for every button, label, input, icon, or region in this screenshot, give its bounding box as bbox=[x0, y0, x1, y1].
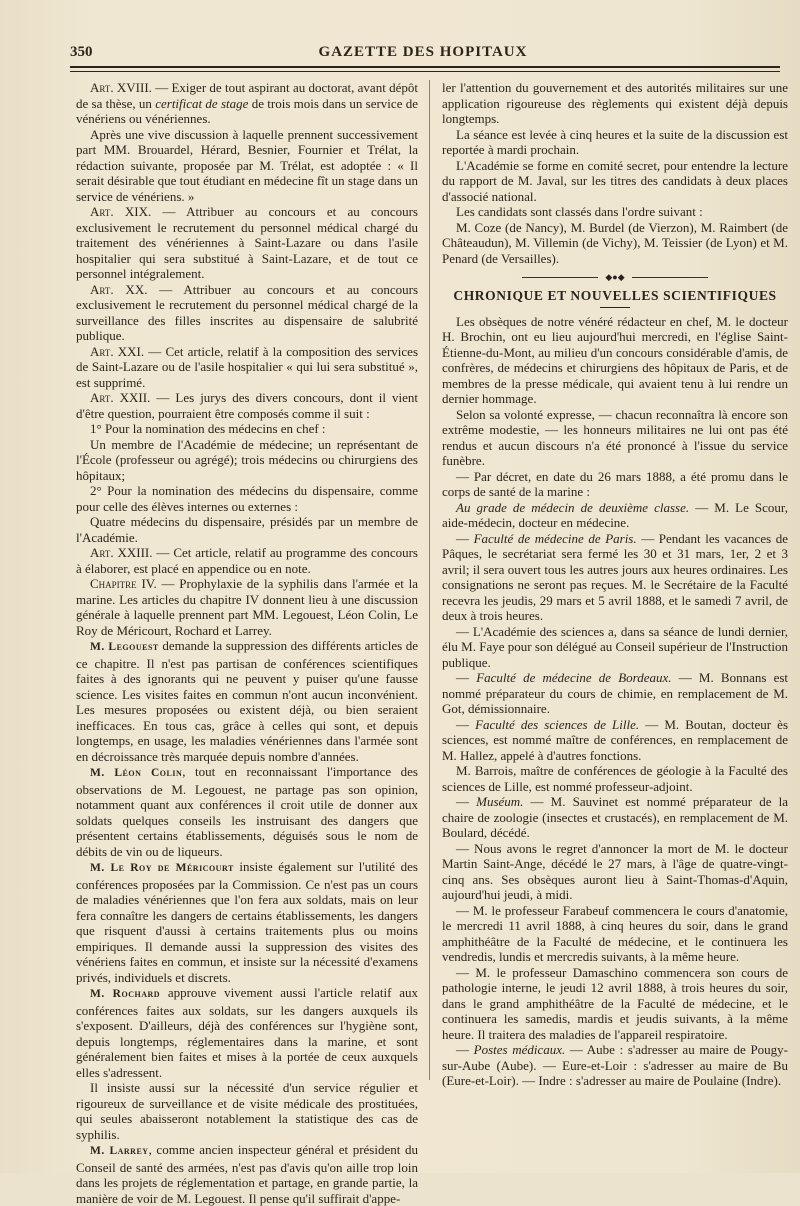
paragraph: L'Académie se forme en comité secret, pour entendre la lecture du rapport de M. Javal, sur les titres des candidats à deux places d'associé national. bbox=[442, 157, 788, 204]
news-item: — M. le professeur Damaschino commencera son cours de pathologie interne, le jeudi 12 avril 1888, à trois heures du soir, dans le grand amphithéâtre de la Faculté de médecine, et le continuera les samedis, mardis et jeudis suivants, à la même heure. Il traitera des maladies de l'appareil respiratoire. bbox=[442, 964, 788, 1042]
article-xviii: Art. XVIII. — Exiger de tout aspirant au doctorat, avant dépôt de sa thèse, un certificat de stage de trois mois dans un service de vénériens ou vénériennes. bbox=[76, 80, 419, 126]
paragraph: Les candidats sont classés dans l'ordre suivant : bbox=[456, 204, 703, 219]
paragraph: Les obsèques de notre vénéré rédacteur en chef, M. le docteur H. Brochin, ont eu lieu aujourd'hui mercredi, en l'église Saint-Étienne-du-Mont, au milieu d'un concours considérable d'amis, de confrères, de médecins et chirurgiens des hôpitaux de Paris, et de membres de la presse médicale, qui avaient tenu à lui rendre un dernier hommage. bbox=[442, 313, 788, 406]
news-item: — L'Académie des sciences a, dans sa séance de lundi dernier, élu M. Faye pour son délégué au Conseil supérieur de l'Instruction publique. bbox=[442, 623, 788, 670]
page-number: 350 bbox=[70, 44, 93, 60]
article-xxi: Art. XXI. — Cet article, relatif à la composition des services de Saint-Lazare ou de l'asile hospitalier « qui lui sera substitué », est supprimé. bbox=[76, 343, 418, 390]
paragraph: Après une vive discussion à laquelle prennent successivement part MM. Brouardel, Hérard, Besnier, Fournier et Trélat, la rédaction suivante, proposée par M. Trélat, est adoptée : « Il serait désirable que tout étudiant en médecine fît un stage dans un service de vénériens. » bbox=[76, 126, 418, 204]
news-item: — Faculté de médecine de Bordeaux. — M. Bonnans est nommé préparateur du cours de chimie, en remplacement de M. Got, démissionnaire. bbox=[442, 670, 789, 716]
page-header bbox=[70, 42, 776, 66]
news-item: — Faculté des sciences de Lille. — M. Boutan, docteur ès sciences, est nommé maître de conférences, en remplacement de M. Hallez, appelé à d'autres fonctions. bbox=[442, 716, 789, 763]
paragraph: Un membre de l'Académie de médecine; un représentant de l'École (professeur ou agrégé); trois médecins ou chirurgiens des hôpitaux; bbox=[76, 436, 418, 483]
ornament-icon: ◆●◆ bbox=[598, 273, 632, 281]
paragraph: La séance est levée à cinq heures et la suite de la discussion est reportée à mardi prochain. bbox=[442, 126, 788, 157]
news-item: — Postes médicaux. — Aube : s'adresser au maire de Pougy-sur-Aube (Aube). — Eure-et-Loir : s'adresser au maire de Bu (Eure-et-Loir). — Indre : s'adresser au maire de Poulaine (Indre). bbox=[442, 1042, 788, 1088]
paragraph: Il insiste aussi sur la nécessité d'un service régulier et rigoureux de surveillance et de visite médicale des prostituées, qui seules abaisseront notablement la statistique des cas de syphilis. bbox=[76, 1080, 418, 1142]
news-item: M. Barrois, maître de conférences de géologie à la Faculté des sciences de Lille, est nommé professeur-adjoint. bbox=[442, 763, 788, 794]
speaker-paragraph: M. Legouest demande la suppression des différents articles de ce chapitre. Il n'est pas partisan de conférences scientifiques faites à des ignorants qui ne peuvent y puiser qu'une fausse science. Les visites faites en commun n'ont aucun inconvénient. Les mesures proposées ou existent déjà, ou bien seraient inefficaces. En tous cas, grâce à celles qui sont, et depuis longtemps, en usage, les maladies vénériennes dans l'armée sont en décroissance très marquée depuis nombre d'années. bbox=[76, 638, 418, 764]
column-divider bbox=[429, 80, 430, 1080]
header-rule-thin bbox=[70, 71, 780, 72]
header-rule-thick bbox=[70, 66, 780, 68]
paragraph: M. Coze (de Nancy), M. Burdel (de Vierzon), M. Raimbert (de Châteaudun), M. Villemin (de Vichy), M. Teissier (de Lyon) et M. Penard (de Versailles). bbox=[442, 219, 788, 266]
paragraph: Quatre médecins du dispensaire, présidés par un membre de l'Académie. bbox=[76, 514, 418, 545]
news-item: — Faculté de médecine de Paris. — Pendant les vacances de Pâques, le secrétariat sera fermé les 30 et 31 mars, 1er, 2 et 3 avril; il sera ouvert tous les autres jours aux heures ordinaires. Les consignations ne seront pas reçues. M. le Secrétaire de la Faculté recevra les jeudis, 29 mars et 5 avril 1888, et le samedi 7 avril, de deux à trois heures. bbox=[442, 530, 788, 623]
paragraph: ler l'attention du gouvernement et des autorités militaires sur une application rigoureuse des règlements qui existent déjà depuis longtemps. bbox=[442, 80, 788, 126]
paragraph: 2° Pour la nomination des médecins du dispensaire, comme pour celle des élèves internes ou externes : bbox=[76, 483, 418, 514]
paragraph: Selon sa volonté expresse, — chacun reconnaîtra là encore son extrême modestie, — les honneurs militaires ne lui ont pas été rendus et aucun discours n'a été prononcé à l'issue du service funèbre. bbox=[442, 406, 788, 468]
left-column bbox=[76, 80, 419, 1206]
speaker-paragraph: M. Larrey, comme ancien inspecteur général et président du Conseil de santé des armées, n'est pas d'avis qu'on aille trop loin dans les projets de réglementation et partage, en grande partie, la manière de voir de M. Legouest. Il pense qu'il suffirait d'appe- bbox=[76, 1142, 418, 1206]
news-item: — Nous avons le regret d'annoncer la mort de M. le docteur Martin Saint-Ange, décédé le 27 mars, à l'âge de quatre-vingt-cinq ans. Ses obsèques auront lieu à Saint-Thomas-d'Aquin, aujourd'hui jeudi, à midi. bbox=[442, 840, 788, 902]
section-title: CHRONIQUE ET NOUVELLES SCIENTIFIQUES bbox=[453, 288, 777, 303]
article-xxii: Art. XXII. — Les jurys des divers concours, dont il vient d'être question, pourraient être composés comme il suit : bbox=[76, 390, 418, 421]
speaker-paragraph: M. Le Roy de Méricourt insiste également sur l'utilité des conférences proposées par la Commission. Ce n'est pas un cours de maladies vénériennes que l'on fera aux soldats, mais on leur fera connaître les dangers de certains établissements, les dangers que risquent d'aussi à certains traitements plus ou moins empiriques. Il demande aussi la suppression des visites des vénériens faites en commun, et insiste sur la nécessité d'examens privés, individuels et discrets. bbox=[76, 859, 418, 985]
paragraph: — Par décret, en date du 26 mars 1888, a été promu dans le corps de santé de la marine : bbox=[442, 468, 788, 499]
right-column bbox=[442, 80, 788, 1160]
short-rule bbox=[600, 307, 630, 308]
chapter-iv: Chapitre IV. — Prophylaxie de la syphilis dans l'armée et la marine. Les articles du chapitre IV donnent lieu à une discussion générale à laquelle prennent part MM. Legouest, Léon Colin, Le Roy de Méricourt, Rochard et Larrey. bbox=[76, 576, 418, 638]
speaker-paragraph: M. Léon Colin, tout en reconnaissant l'importance des observations de M. Legouest, ne partage pas son opinion, notamment quant aux conférences il croit utile de donner aux soldats quelques conseils les instruisant des dangers que présentent certains établissements, déguisés sous le nom de débits de vin ou de liqueurs. bbox=[76, 764, 418, 859]
journal-title: GAZETTE DES HOPITAUX bbox=[318, 44, 528, 60]
article-xxiii: Art. XXIII. — Cet article, relatif au programme des concours à élaborer, est placé en appendice ou en note. bbox=[76, 545, 418, 576]
ornamental-separator bbox=[442, 270, 788, 284]
speaker-paragraph: M. Rochard approuve vivement aussi l'article relatif aux conférences faites aux soldats, sur les dangers auxquels ils s'exposent. D'ailleurs, déjà des conférences sur l'hygiène sont, depuis longtemps, réglementaires dans la marine, et sont généralement bien faites et mises à la portée de ceux auxquels elles s'adressent. bbox=[76, 985, 418, 1080]
news-item: — M. le professeur Farabeuf commencera le cours d'anatomie, le mercredi 11 avril 1888, à cinq heures du soir, dans le grand amphithéâtre de la Faculté de médecine, et le continuera les vendredis, lundis et mercredis suivants, à la même heure. bbox=[442, 902, 788, 964]
news-item: — Muséum. — M. Sauvinet est nommé préparateur de la chaire de zoologie (insectes et crustacés), en remplacement de M. Boulard, décédé. bbox=[442, 794, 788, 840]
article-xix: Art. XIX. — Attribuer au concours et au concours exclusivement le recrutement du personnel médical chargé du traitement des vénériennes à Saint-Lazare ou dans l'asile hospitalier qui sera substitué à Saint-Lazare, et de tout ce personnel intégralement. bbox=[76, 204, 418, 281]
paragraph: Au grade de médecin de deuxième classe. — M. Le Scour, aide-médecin, docteur en médecine. bbox=[442, 499, 788, 530]
paragraph: 1° Pour la nomination des médecins en chef : bbox=[90, 421, 326, 436]
article-xx: Art. XX. — Attribuer au concours et au concours exclusivement le recrutement du personnel médical chargé de la surveillance des filles inscrites au dispensaire de salubrité publique. bbox=[76, 281, 419, 343]
